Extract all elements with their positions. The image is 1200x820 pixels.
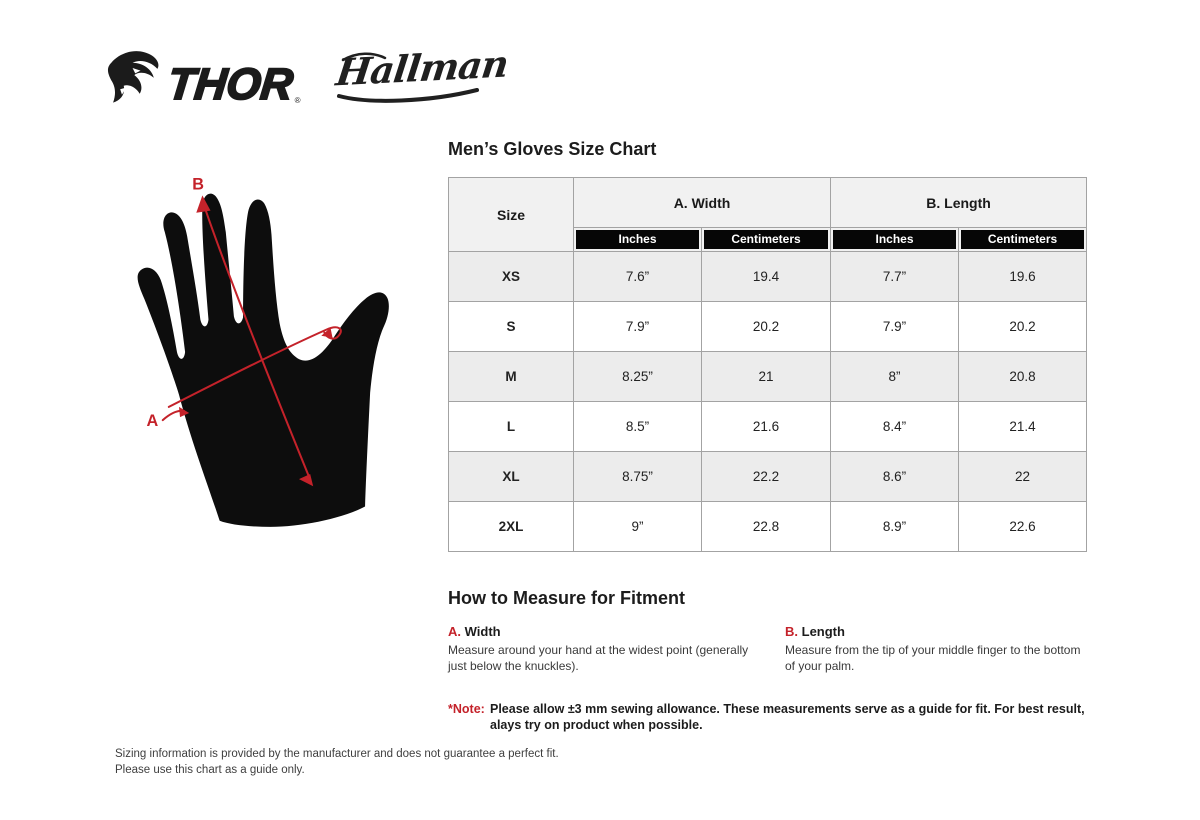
label-b: B [192,175,204,194]
value-cell: 22 [959,452,1087,502]
footer-line-2: Please use this chart as a guide only. [115,764,305,776]
value-cell: 7.9” [831,302,959,352]
thor-logo [106,47,301,110]
table-row-xs [449,252,1087,302]
footer-disclaimer [115,746,559,778]
measure-width-name: Width [464,624,501,639]
note-label: *Note: [448,702,485,716]
hand-silhouette-illustration [118,168,423,536]
header-row [449,178,1087,228]
value-cell: 8.6” [831,452,959,502]
hallman-wordmark: Hallman [333,41,511,95]
value-cell: 22.6 [959,502,1087,552]
measure-length-section [785,624,1085,674]
value-cell: 19.6 [959,252,1087,302]
col-header-length: B. Length [831,178,1087,228]
measure-length-letter: B. [785,624,798,639]
value-cell: 21.6 [702,402,831,452]
value-cell: 22.2 [702,452,831,502]
value-cell: 8.75” [574,452,702,502]
size-label: 2XL [449,502,574,552]
thor-goat-icon [106,47,168,105]
brand-logos [106,41,511,110]
value-cell: 7.6” [574,252,702,302]
table-row-s [449,302,1087,352]
subheader-width-inches: Inches [576,230,699,249]
table-row-xl [449,452,1087,502]
value-cell: 20.2 [959,302,1087,352]
subheader-length-inches: Inches [833,230,956,249]
value-cell: 21 [702,352,831,402]
value-cell: 19.4 [702,252,831,302]
howto-title: How to Measure for Fitment [448,588,686,608]
glove-measurement-diagram [118,168,423,536]
value-cell: 20.2 [702,302,831,352]
col-header-size: Size [449,178,574,252]
subheader-length-centimeters: Centimeters [961,230,1084,249]
thor-wordmark: THOR [165,60,296,110]
measure-width-description: Measure around your hand at the widest point (generally just below the knuckles). [448,643,749,673]
hallman-logo [329,41,511,108]
size-chart-table [448,177,1087,552]
size-label: M [449,352,574,402]
thor-registered-mark: ® [294,96,301,105]
table-row-l [449,402,1087,452]
value-cell: 8.4” [831,402,959,452]
size-label: L [449,402,574,452]
sizing-note [448,701,1093,733]
size-label: XS [449,252,574,302]
size-chart-title: Men’s Gloves Size Chart [448,139,657,159]
col-header-width: A. Width [574,178,831,228]
value-cell: 8.9” [831,502,959,552]
value-cell: 8.5” [574,402,702,452]
value-cell: 7.9” [574,302,702,352]
footer-line-1: Sizing information is provided by the manufacturer and does not guarantee a perfect fit. [115,748,559,760]
value-cell: 20.8 [959,352,1087,402]
value-cell: 8.25” [574,352,702,402]
value-cell: 9” [574,502,702,552]
measure-width-letter: A. [448,624,461,639]
value-cell: 7.7” [831,252,959,302]
table-row-2xl [449,502,1087,552]
subheader-width-centimeters: Centimeters [704,230,828,249]
note-text: Please allow ±3 mm sewing allowance. These measurements serve as a guide for fit. For best result, alays try on product when possible. [490,702,1085,732]
value-cell: 22.8 [702,502,831,552]
measure-length-name: Length [801,624,845,639]
measure-width-section [448,624,763,674]
table-row-m [449,352,1087,402]
label-a: A [146,412,159,431]
size-label: XL [449,452,574,502]
value-cell: 21.4 [959,402,1087,452]
size-label: S [449,302,574,352]
value-cell: 8” [831,352,959,402]
measure-length-description: Measure from the tip of your middle finger to the bottom of your palm. [785,643,1081,673]
